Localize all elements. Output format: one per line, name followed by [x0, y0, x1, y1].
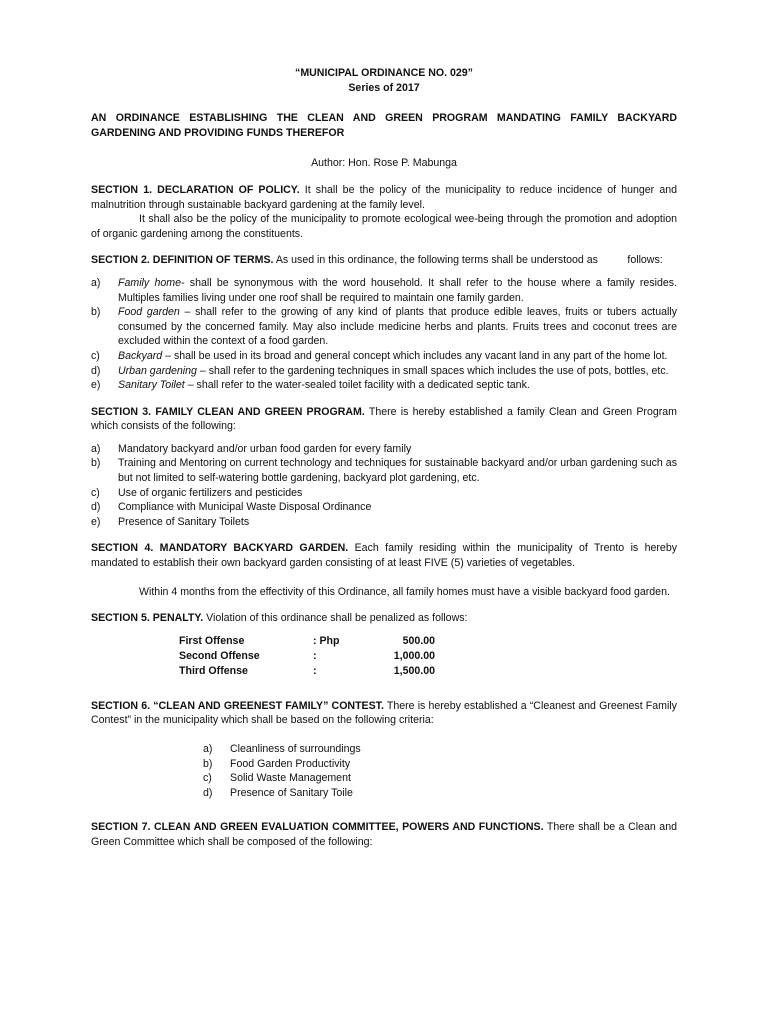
list-text: Mandatory backyard and/or urban food garden for every family	[118, 442, 412, 455]
ordinance-series: Series of 2017	[348, 81, 420, 94]
section-6	[91, 699, 677, 801]
section-heading: SECTION 6. “CLEAN AND GREENEST FAMILY” CONTEST.	[91, 699, 384, 712]
ordinance-title: “MUNICIPAL ORDINANCE NO. 029”	[295, 67, 473, 79]
section-heading: SECTION 4. MANDATORY BACKYARD GARDEN.	[91, 542, 349, 555]
offense-cell: First Offense	[179, 634, 245, 647]
section-heading: SECTION 2. DEFINITION OF TERMS.	[91, 254, 274, 267]
list-text: Use of organic fertilizers and pesticides	[118, 486, 303, 499]
section-7	[91, 820, 677, 849]
list-item	[91, 276, 677, 305]
section-1	[91, 183, 677, 241]
list-text: Presence of Sanitary Toilets	[118, 515, 250, 528]
list-marker: c)	[203, 772, 212, 785]
list-item	[91, 442, 677, 457]
section-4	[91, 541, 677, 599]
list-text: Solid Waste Management	[230, 772, 351, 785]
ordinance-author: Author: Hon. Rose P. Mabunga	[311, 157, 457, 170]
list-item	[91, 305, 677, 349]
list-marker: d)	[203, 786, 213, 799]
criteria-list	[203, 742, 677, 800]
list-marker: a)	[91, 442, 101, 455]
list-marker: a)	[91, 276, 101, 289]
separator-cell: : Php	[313, 634, 340, 647]
table-row	[179, 649, 435, 664]
list-marker: e)	[91, 379, 101, 392]
definition-text: shall be synonymous with the word household. It shall refer to the house where a family resides. Multiples families living under one roof shall be required to maintain one family garden.	[118, 276, 677, 304]
document-page	[91, 66, 677, 850]
section-3	[91, 405, 677, 530]
section-heading: SECTION 7. CLEAN AND GREEN EVALUATION COMMITTEE, POWERS AND FUNCTIONS.	[91, 821, 544, 834]
list-text: Training and Mentoring on current technology and techniques for sustainable backyard and/or urban gardening such as but not limited to self-watering bottle gardening, backyard plot gardening, etc.	[118, 457, 677, 485]
definition-term: Food garden	[118, 306, 180, 319]
list-item	[203, 742, 677, 757]
program-list	[91, 442, 677, 530]
definition-text: – shall be used in its broad and general concept which includes any vacant land in any part of the home lot.	[162, 349, 668, 362]
list-text: Cleanliness of surroundings	[230, 743, 361, 755]
list-item	[91, 456, 677, 485]
definition-text: – shall refer to the growing of any kind of plants that produce edible leaves, fruits or tubers actually consumed by the concerned family. May also include medicine herbs and plants. Fruits trees and coconut trees are excluded within the context of a food garden.	[118, 306, 678, 348]
offense-cell: Third Offense	[179, 664, 248, 677]
list-item	[91, 500, 677, 515]
separator-cell: :	[313, 649, 317, 662]
list-marker: b)	[203, 757, 213, 770]
list-marker: b)	[91, 457, 101, 470]
list-item	[203, 757, 677, 772]
section-text: It shall be the policy of the municipality to reduce incidence of hunger and malnutrition through sustainable backyard gardening at the family level.	[91, 183, 677, 211]
definition-term: Urban gardening	[118, 364, 197, 377]
section-heading: SECTION 3. FAMILY CLEAN AND GREEN PROGRAM.	[91, 405, 365, 418]
definition-term: Sanitary Toilet	[118, 379, 185, 392]
section-text: As used in this ordinance, the following terms shall be understood as follows:	[273, 254, 663, 267]
table-row	[179, 634, 435, 649]
list-marker: a)	[203, 743, 213, 755]
list-text: Presence of Sanitary Toile	[230, 786, 353, 799]
definition-text: – shall refer to the gardening techniques in small spaces which includes the use of pots, bottles, etc.	[196, 364, 669, 377]
definitions-list	[91, 276, 677, 393]
list-text: Food Garden Productivity	[230, 757, 351, 770]
list-item	[91, 364, 677, 379]
section-text: There is hereby established a family Clean and Green Program which consists of the following:	[91, 405, 677, 433]
separator-cell: :	[313, 664, 317, 677]
list-marker: d)	[91, 364, 101, 377]
list-item	[203, 786, 677, 801]
list-marker: d)	[91, 501, 101, 514]
penalty-table	[179, 634, 435, 679]
section-5	[91, 611, 677, 679]
list-item	[91, 378, 677, 393]
definition-text: – shall refer to the water-sealed toilet facility with a dedicated septic tank.	[184, 379, 530, 392]
list-marker: c)	[91, 349, 100, 362]
table-row	[179, 664, 435, 679]
list-marker: c)	[91, 486, 100, 499]
section-heading: SECTION 5. PENALTY.	[91, 612, 204, 625]
list-text: Compliance with Municipal Waste Disposal Ordinance	[118, 501, 372, 514]
section-paragraph: Within 4 months from the effectivity of this Ordinance, all family homes must have a visible backyard food garden.	[139, 585, 670, 598]
section-paragraph: It shall also be the policy of the municipality to promote ecological wee-being through the promotion and adoption of organic gardening among the constituents.	[91, 213, 677, 240]
amount-cell: 500.00	[402, 634, 435, 647]
section-text: There is hereby established a “Cleanest and Greenest Family Contest” in the municipality which shall be based on the following criteria:	[91, 699, 677, 727]
section-text: Each family residing within the municipality of Trento is hereby mandated to establish their own backyard garden consisting of at least FIVE (5) varieties of vegetables.	[91, 542, 678, 570]
definition-term: Family home-	[118, 276, 185, 289]
ordinance-long-title: AN ORDINANCE ESTABLISHING THE CLEAN AND GREEN PROGRAM MANDATING FAMILY BACKYARD GARDENING AND PROVIDING FUNDS THEREFOR	[91, 112, 677, 139]
list-marker: b)	[91, 306, 101, 319]
amount-cell: 1,500.00	[393, 664, 435, 677]
section-2	[91, 253, 677, 392]
section-heading: SECTION 1. DECLARATION OF POLICY.	[91, 183, 300, 196]
offense-cell: Second Offense	[179, 649, 260, 662]
section-text: There shall be a Clean and Green Committee which shall be composed of the following:	[91, 821, 677, 848]
amount-cell: 1,000.00	[393, 649, 435, 662]
list-item	[91, 349, 677, 364]
section-text: Violation of this ordinance shall be penalized as follows:	[203, 612, 468, 625]
list-item	[91, 515, 677, 530]
list-item	[203, 771, 677, 786]
definition-term: Backyard	[118, 349, 163, 362]
list-item	[91, 486, 677, 501]
list-marker: e)	[91, 515, 101, 528]
